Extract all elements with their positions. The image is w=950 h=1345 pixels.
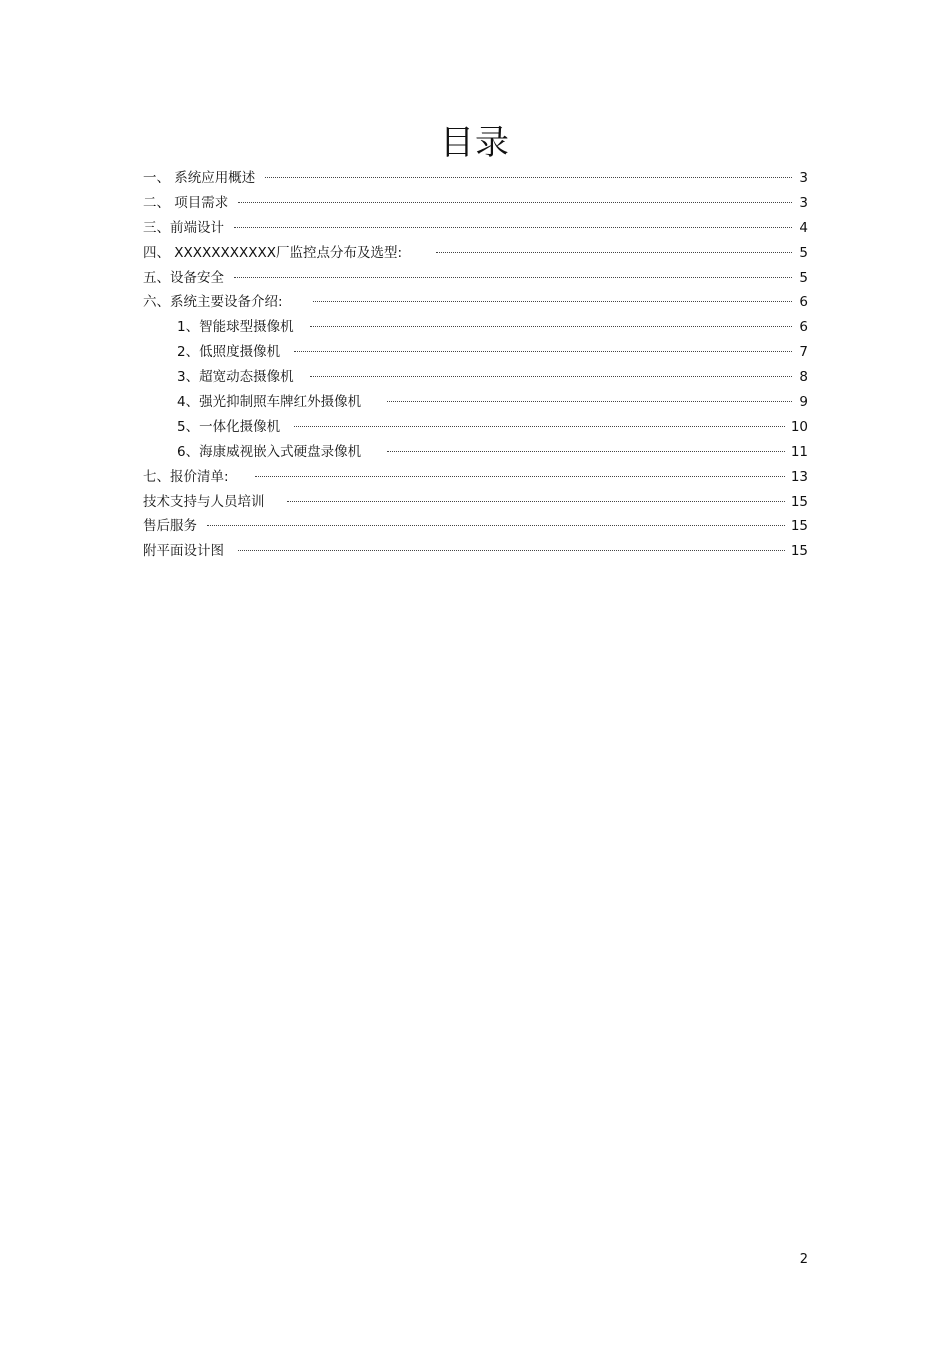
toc-entry-label: 六、系统主要设备介绍: <box>143 294 283 311</box>
page-title: 目录 <box>440 123 510 163</box>
toc-entry-label: 6、海康威视嵌入式硬盘录像机 <box>177 443 362 460</box>
toc-entry-page: 3 <box>799 194 808 211</box>
toc-leader-dots <box>310 326 792 327</box>
toc-entry[interactable] <box>143 241 808 266</box>
toc-entry-page: 3 <box>799 170 808 186</box>
toc-entry-page: 5 <box>799 269 808 286</box>
toc-entry[interactable] <box>143 490 808 515</box>
toc-entry-label: 2、低照度摄像机 <box>177 344 281 361</box>
toc-entry-page: 13 <box>790 468 808 485</box>
toc-leader-dots <box>234 277 792 278</box>
toc-subentry[interactable] <box>143 440 808 465</box>
toc-entry-label: 1、智能球型摄像机 <box>177 319 294 336</box>
toc-entry[interactable] <box>143 290 808 315</box>
toc-entry[interactable] <box>143 216 808 241</box>
toc-entry[interactable] <box>143 266 808 291</box>
toc-entry-page: 6 <box>799 294 808 311</box>
toc-leader-dots <box>294 351 792 352</box>
toc-entry[interactable] <box>143 166 808 191</box>
toc-leader-dots <box>387 451 785 452</box>
toc-leader-dots <box>310 376 792 377</box>
toc-leader-dots <box>313 301 792 302</box>
toc-entry[interactable] <box>143 465 808 490</box>
toc-entry-page: 8 <box>799 369 808 386</box>
toc-entry-page: 11 <box>790 443 808 460</box>
table-of-contents <box>143 166 808 564</box>
page-number: 2 <box>799 1252 808 1267</box>
toc-entry-label: 五、设备安全 <box>143 269 224 286</box>
toc-entry-page: 5 <box>799 244 808 261</box>
toc-entry-page: 7 <box>799 344 808 361</box>
toc-entry-label: 附平面设计图 <box>143 543 224 560</box>
toc-subentry[interactable] <box>143 315 808 340</box>
toc-entry-label: 三、前端设计 <box>143 219 224 236</box>
toc-leader-dots <box>294 426 785 427</box>
toc-entry[interactable] <box>143 191 808 216</box>
toc-entry-page: 15 <box>790 543 808 560</box>
toc-entry-label: 七、报价清单: <box>143 468 229 485</box>
toc-leader-dots <box>234 227 792 228</box>
toc-entry-label: 3、超宽动态摄像机 <box>177 369 294 386</box>
toc-entry[interactable] <box>143 514 808 539</box>
toc-leader-dots <box>436 252 792 253</box>
toc-entry-label: 售后服务 <box>143 518 197 535</box>
toc-entry-label: 一、 系统应用概述 <box>143 170 256 186</box>
toc-entry-label: 二、 项目需求 <box>143 194 229 211</box>
toc-entry-label: 5、一体化摄像机 <box>177 418 281 435</box>
toc-entry-page: 10 <box>790 418 808 435</box>
toc-entry-page: 6 <box>799 319 808 336</box>
toc-entry-label: 技术支持与人员培训 <box>143 493 265 510</box>
toc-subentry[interactable] <box>143 390 808 415</box>
toc-entry-page: 15 <box>790 493 808 510</box>
toc-leader-dots <box>265 177 792 178</box>
toc-entry-label: 4、强光抑制照车牌红外摄像机 <box>177 394 362 411</box>
toc-entry-label: 四、 XXXXXXXXXXX厂监控点分布及选型: <box>143 244 403 261</box>
toc-subentry[interactable] <box>143 365 808 390</box>
toc-entry-page: 9 <box>799 394 808 411</box>
toc-entry-page: 15 <box>790 518 808 535</box>
toc-leader-dots <box>207 525 785 526</box>
toc-leader-dots <box>287 501 785 502</box>
toc-subentry[interactable] <box>143 340 808 365</box>
toc-leader-dots <box>387 401 792 402</box>
toc-leader-dots <box>238 202 792 203</box>
toc-leader-dots <box>255 476 785 477</box>
toc-subentry[interactable] <box>143 415 808 440</box>
toc-entry[interactable] <box>143 539 808 564</box>
toc-entry-page: 4 <box>799 219 808 236</box>
toc-leader-dots <box>238 550 785 551</box>
